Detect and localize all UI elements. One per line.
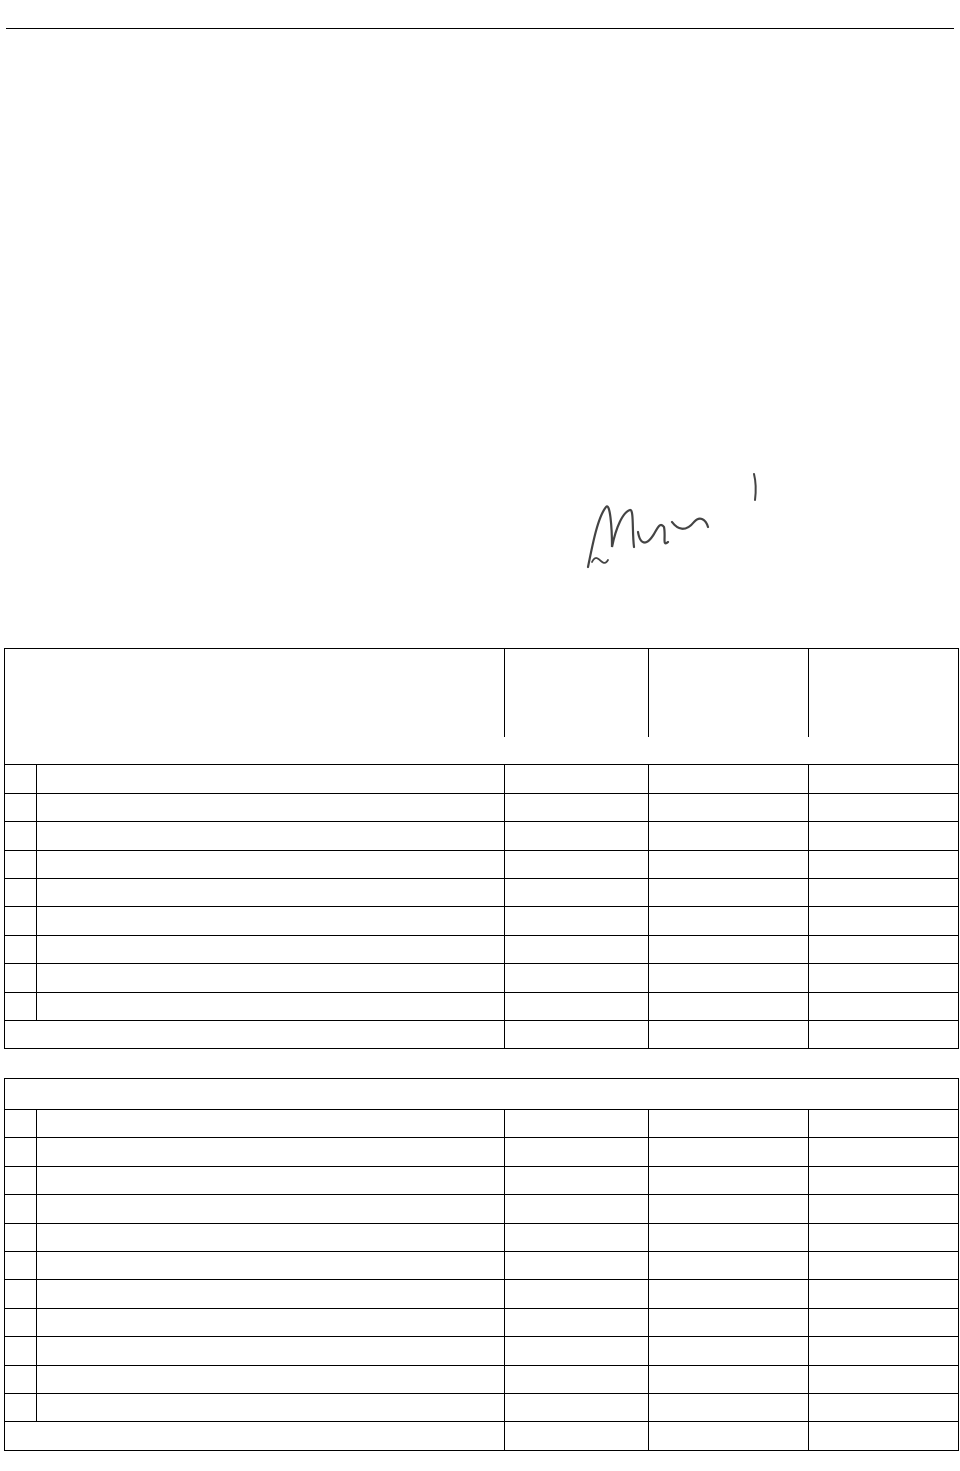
assets-body bbox=[5, 765, 959, 1021]
row-corr-value bbox=[649, 822, 809, 850]
handwritten-signature bbox=[568, 472, 788, 582]
table-row bbox=[5, 935, 959, 963]
table-row bbox=[5, 964, 959, 992]
row-curr-value bbox=[809, 935, 959, 963]
row-corr-value bbox=[649, 907, 809, 935]
assets-total-prev bbox=[505, 1020, 649, 1048]
table-row bbox=[5, 793, 959, 821]
row-label bbox=[36, 850, 504, 878]
row-code bbox=[5, 1308, 37, 1336]
row-curr-value bbox=[809, 1365, 959, 1393]
row-code bbox=[5, 1393, 37, 1421]
row-corr-value bbox=[649, 1138, 809, 1166]
table-row bbox=[5, 1251, 959, 1279]
row-label bbox=[36, 822, 504, 850]
liabilities-section-title bbox=[5, 1079, 959, 1110]
row-prev-value bbox=[505, 964, 649, 992]
row-label bbox=[36, 1110, 504, 1138]
row-label bbox=[36, 1166, 504, 1194]
row-corr-value bbox=[649, 1280, 809, 1308]
row-prev-value bbox=[505, 1337, 649, 1365]
row-code bbox=[5, 992, 37, 1020]
row-label bbox=[36, 907, 504, 935]
table-row bbox=[5, 1393, 959, 1421]
row-code bbox=[5, 935, 37, 963]
row-curr-value bbox=[809, 992, 959, 1020]
table-row bbox=[5, 1195, 959, 1223]
table-row bbox=[5, 850, 959, 878]
row-prev-value bbox=[505, 992, 649, 1020]
table-row bbox=[5, 1308, 959, 1336]
row-corr-value bbox=[649, 1166, 809, 1194]
row-label bbox=[36, 1365, 504, 1393]
row-corr-value bbox=[649, 1337, 809, 1365]
row-corr-value bbox=[649, 878, 809, 906]
row-label bbox=[36, 1393, 504, 1421]
row-curr-value bbox=[809, 1110, 959, 1138]
liabilities-total-row bbox=[5, 1422, 959, 1450]
row-prev-value bbox=[505, 935, 649, 963]
row-curr-value bbox=[809, 1337, 959, 1365]
row-label bbox=[36, 992, 504, 1020]
row-curr-value bbox=[809, 964, 959, 992]
org-name-cell bbox=[5, 649, 505, 738]
row-curr-value bbox=[809, 822, 959, 850]
row-code bbox=[5, 822, 37, 850]
liabilities-total-curr bbox=[809, 1422, 959, 1450]
row-prev-value bbox=[505, 907, 649, 935]
row-prev-value bbox=[505, 1365, 649, 1393]
row-corr-value bbox=[649, 935, 809, 963]
row-curr-value bbox=[809, 1393, 959, 1421]
assets-total-corr bbox=[649, 1020, 809, 1048]
row-corr-value bbox=[649, 1365, 809, 1393]
row-code bbox=[5, 1223, 37, 1251]
col-curr-header bbox=[809, 649, 959, 738]
row-corr-value bbox=[649, 850, 809, 878]
assets-header-row bbox=[5, 649, 959, 738]
row-label bbox=[36, 878, 504, 906]
liabilities-body bbox=[5, 1110, 959, 1422]
table-row bbox=[5, 1110, 959, 1138]
row-curr-value bbox=[809, 793, 959, 821]
row-corr-value bbox=[649, 1195, 809, 1223]
assets-total-row bbox=[5, 1020, 959, 1048]
assets-total-curr bbox=[809, 1020, 959, 1048]
row-curr-value bbox=[809, 1166, 959, 1194]
row-curr-value bbox=[809, 1280, 959, 1308]
table-row bbox=[5, 878, 959, 906]
row-label bbox=[36, 964, 504, 992]
row-label bbox=[36, 935, 504, 963]
row-code bbox=[5, 1195, 37, 1223]
row-code bbox=[5, 1365, 37, 1393]
row-prev-value bbox=[505, 1110, 649, 1138]
row-curr-value bbox=[809, 1223, 959, 1251]
table-row bbox=[5, 992, 959, 1020]
row-curr-value bbox=[809, 878, 959, 906]
row-code bbox=[5, 1280, 37, 1308]
row-corr-value bbox=[649, 992, 809, 1020]
row-prev-value bbox=[505, 878, 649, 906]
table-row bbox=[5, 1280, 959, 1308]
row-prev-value bbox=[505, 1223, 649, 1251]
row-label bbox=[36, 1337, 504, 1365]
liabilities-total-label bbox=[5, 1422, 505, 1450]
body-text bbox=[8, 40, 872, 66]
table-row bbox=[5, 1166, 959, 1194]
table-row bbox=[5, 1138, 959, 1166]
row-corr-value bbox=[649, 1393, 809, 1421]
row-prev-value bbox=[505, 1308, 649, 1336]
row-prev-value bbox=[505, 1251, 649, 1279]
row-code bbox=[5, 907, 37, 935]
table-row bbox=[5, 765, 959, 793]
row-label bbox=[36, 765, 504, 793]
row-prev-value bbox=[505, 1393, 649, 1421]
row-code bbox=[5, 1138, 37, 1166]
row-code bbox=[5, 1110, 37, 1138]
row-label bbox=[36, 1138, 504, 1166]
row-corr-value bbox=[649, 964, 809, 992]
row-curr-value bbox=[809, 1308, 959, 1336]
table-row bbox=[5, 907, 959, 935]
row-code bbox=[5, 1166, 37, 1194]
row-prev-value bbox=[505, 793, 649, 821]
row-prev-value bbox=[505, 822, 649, 850]
row-code bbox=[5, 878, 37, 906]
table-row bbox=[5, 1223, 959, 1251]
row-code bbox=[5, 850, 37, 878]
row-prev-value bbox=[505, 850, 649, 878]
row-curr-value bbox=[809, 1138, 959, 1166]
row-curr-value bbox=[809, 1195, 959, 1223]
row-label bbox=[36, 793, 504, 821]
header-divider bbox=[6, 28, 954, 29]
row-curr-value bbox=[809, 1251, 959, 1279]
row-code bbox=[5, 1251, 37, 1279]
row-corr-value bbox=[649, 1308, 809, 1336]
row-corr-value bbox=[649, 1223, 809, 1251]
row-label bbox=[36, 1223, 504, 1251]
row-corr-value bbox=[649, 793, 809, 821]
table-row bbox=[5, 1365, 959, 1393]
liabilities-table bbox=[4, 1078, 959, 1451]
row-label bbox=[36, 1308, 504, 1336]
assets-section-title bbox=[5, 737, 959, 765]
assets-total-label bbox=[5, 1020, 505, 1048]
liabilities-total-prev bbox=[505, 1422, 649, 1450]
row-code bbox=[5, 765, 37, 793]
assets-table bbox=[4, 648, 959, 1049]
row-curr-value bbox=[809, 765, 959, 793]
row-prev-value bbox=[505, 1280, 649, 1308]
row-prev-value bbox=[505, 765, 649, 793]
row-label bbox=[36, 1195, 504, 1223]
row-prev-value bbox=[505, 1166, 649, 1194]
row-corr-value bbox=[649, 1110, 809, 1138]
col-prev-header bbox=[505, 649, 649, 738]
row-corr-value bbox=[649, 765, 809, 793]
row-curr-value bbox=[809, 907, 959, 935]
table-row bbox=[5, 1337, 959, 1365]
row-code bbox=[5, 1337, 37, 1365]
liabilities-total-corr bbox=[649, 1422, 809, 1450]
row-corr-value bbox=[649, 1251, 809, 1279]
liabilities-section-row bbox=[5, 1079, 959, 1110]
row-label bbox=[36, 1251, 504, 1279]
col-corr-header bbox=[649, 649, 809, 738]
row-label bbox=[36, 1280, 504, 1308]
row-code bbox=[5, 964, 37, 992]
row-prev-value bbox=[505, 1195, 649, 1223]
row-curr-value bbox=[809, 850, 959, 878]
table-row bbox=[5, 822, 959, 850]
assets-section-row bbox=[5, 737, 959, 765]
row-prev-value bbox=[505, 1138, 649, 1166]
row-code bbox=[5, 793, 37, 821]
